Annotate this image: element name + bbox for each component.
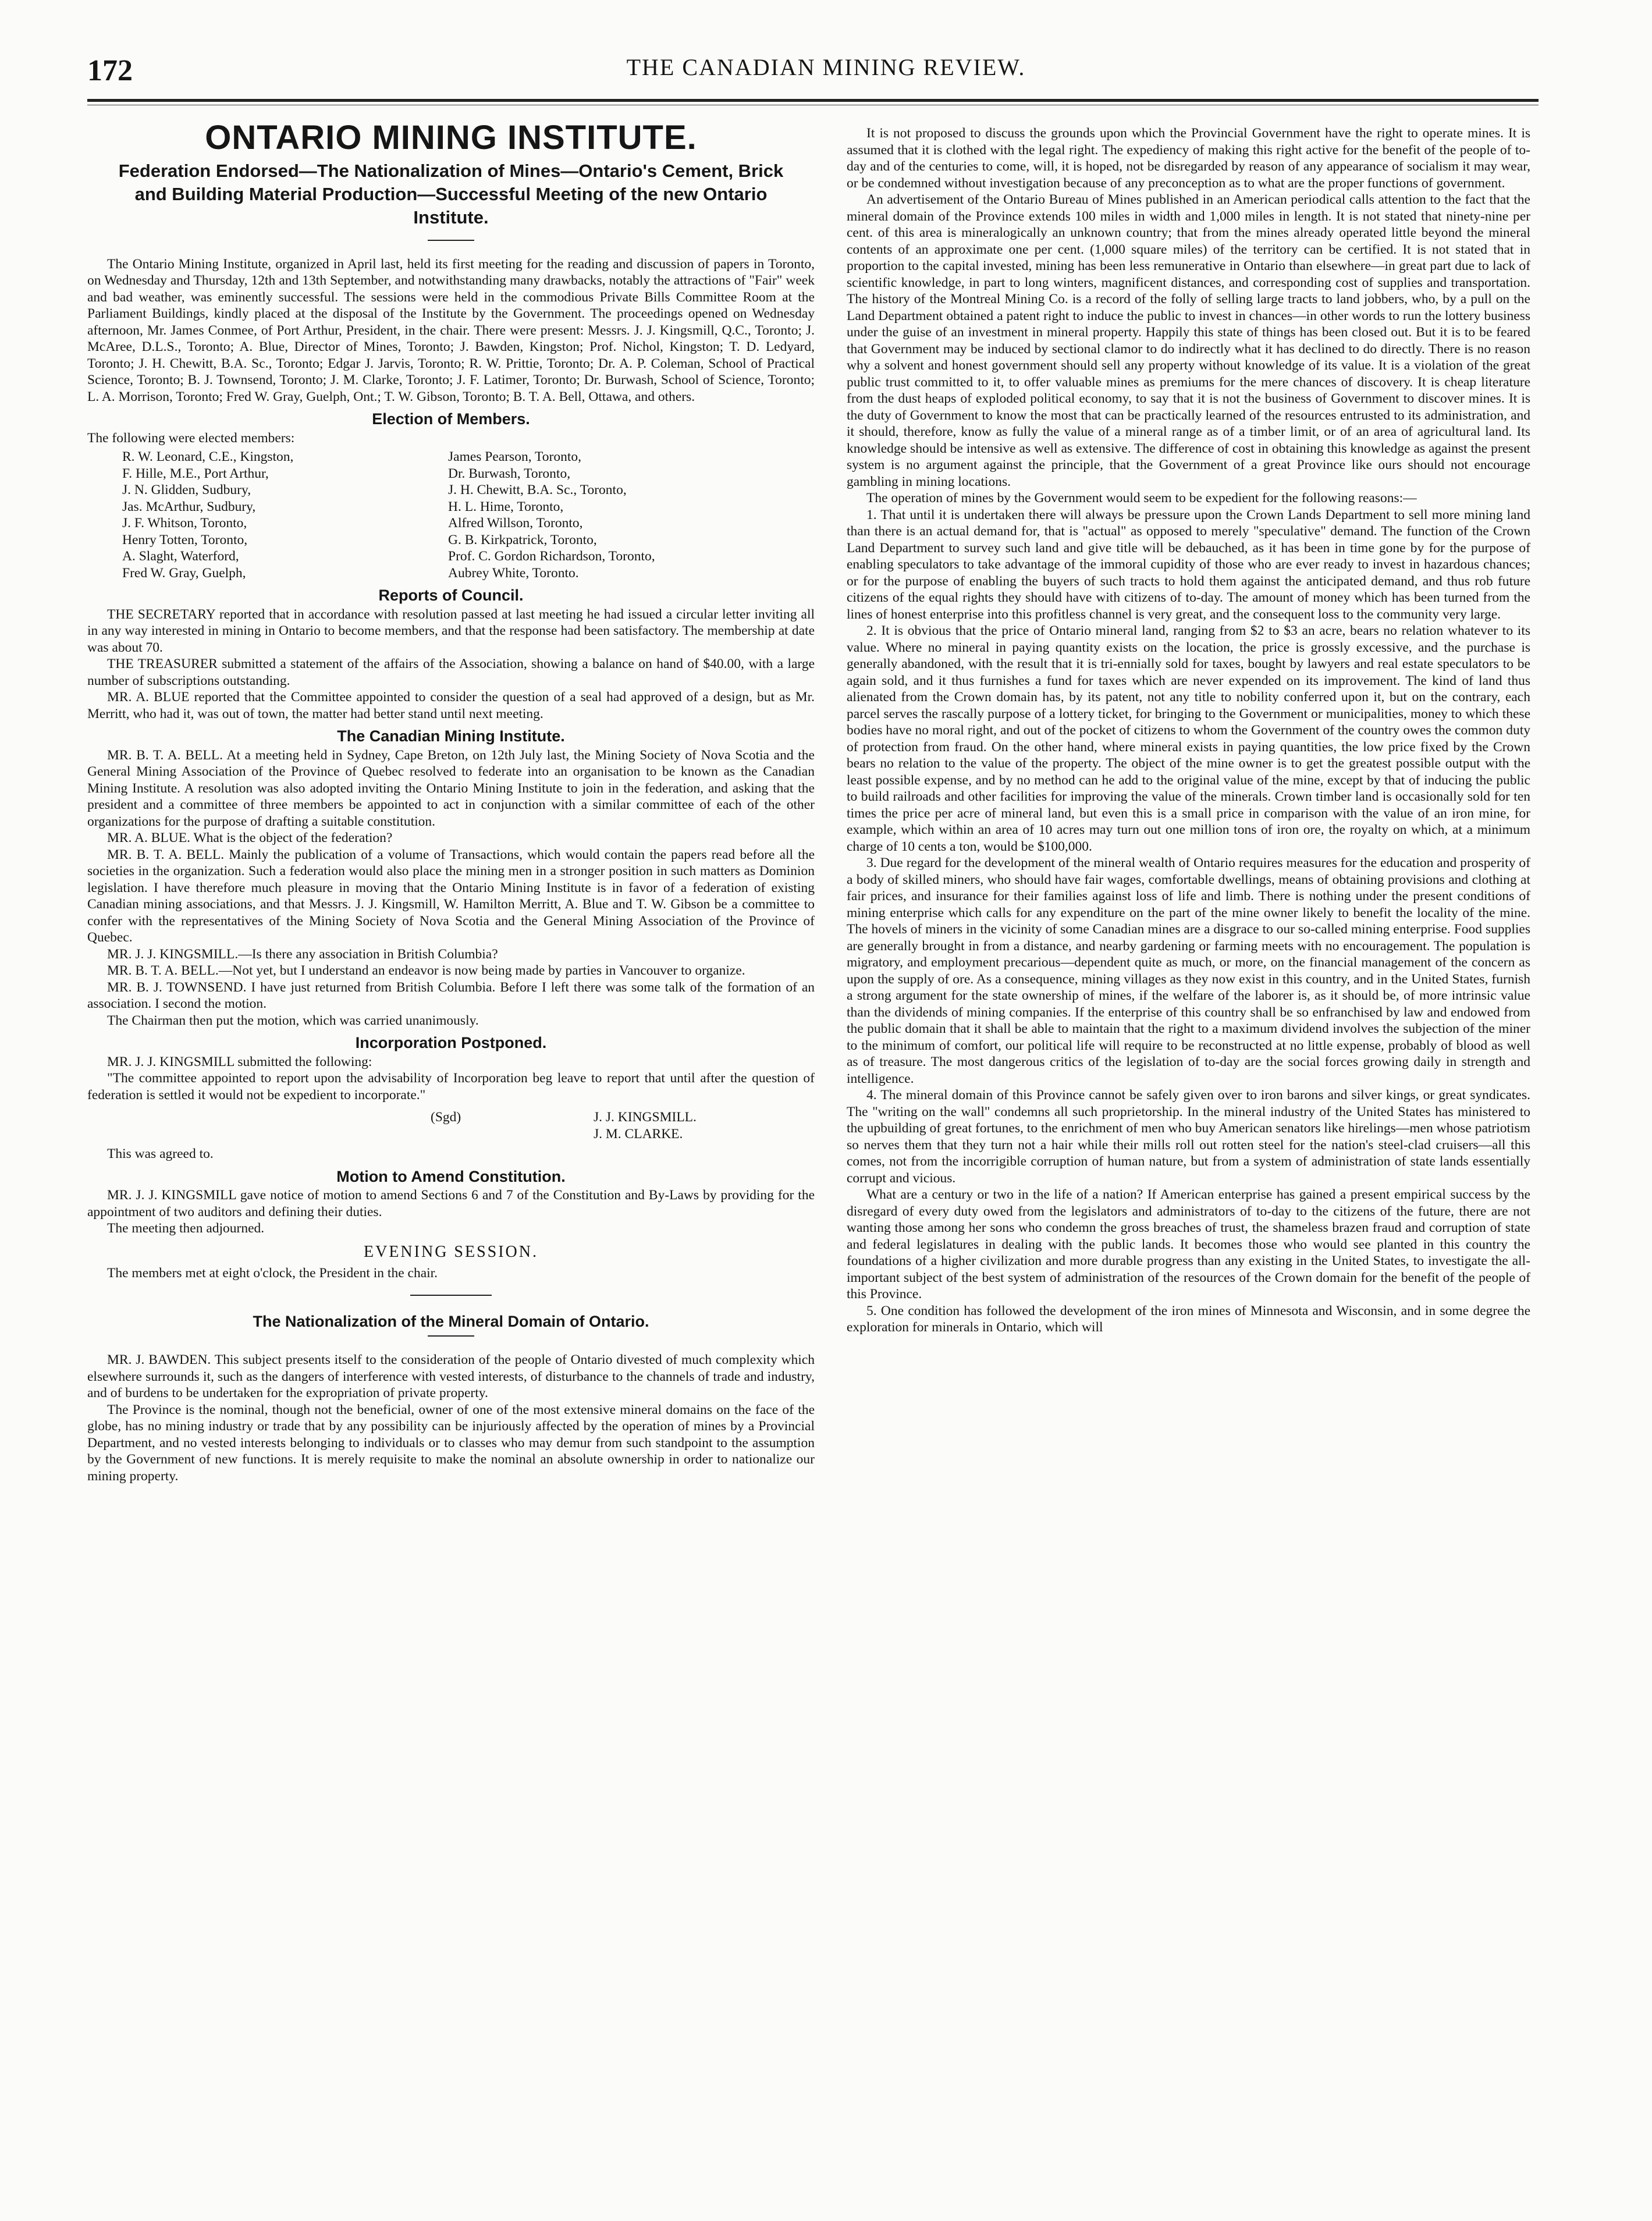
- reason-item: 3. Due regard for the development of the mineral wealth of Ontario requires measures for the education and prosperity of a body of skilled miners, who should have fair wages, comfortable dwellings, means of obtaining provisions and clothing at fair prices, and insurance for their families against loss of life and limb. There is nothing under the present conditions of mining enterprise which calls for any expenditure on the part of the mine owner likely to benefit the locality of the mine. The hovels of miners in the vicinity of some Canadian mines are a disgrace to our so-called mining enterprise. Food supplies are generally brought in from a distance, and nearby gardening or farming meets with no encouragement. The population is migratory, and employment precarious—dependent quite as much, or more, on the financial management of the concern as upon the supply of ore. As a consequence, mining villages as they now exist in this country, and in the United States, furnish a strong argument for the state ownership of mines, if the welfare of the laborer is, as it should be, of more intrinsic value than the dividends of mining companies. If the enterprise of this country shall be so enfranchised by law and endowed from the public domain that it shall be able to maintain that the right to a maximum dividend involves the subjection of the miner to the minimum of comfort, our political life will require to be reconstructed at no little expense, probably of blood as well as of treasure. The most dangerous critics of the legislation of to-day are the social forces growing daily in strength and intelligence.: [847, 855, 1530, 1086]
- left-column: [87, 125, 815, 2173]
- paragraph: MR. B. T. A. BELL.—Not yet, but I understand an endeavor is now being made by parties in Vancouver to organize.: [107, 963, 745, 978]
- member-name: J. N. Glidden, Sudbury,: [122, 482, 251, 497]
- members-list: [87, 449, 815, 581]
- signer-name: J. M. CLARKE.: [594, 1126, 683, 1142]
- right-column: [847, 125, 1530, 2197]
- member-name: Jas. McArthur, Sudbury,: [122, 499, 256, 514]
- member-name: Prof. C. Gordon Richardson, Toronto,: [448, 549, 655, 564]
- member-name: J. F. Whitson, Toronto,: [122, 516, 247, 531]
- paragraph: This was agreed to.: [107, 1146, 214, 1161]
- paragraph: What are a century or two in the life of a nation? If American enterprise has gained a present empirical success by the disregard of every duty owed from the legislators and administrators of to-day to the citizens of the future, there are not wanting those among her sons who condemn the gross breaches of trust, the shameless brazen fraud and corruption of state and federal legislatures in dealing with the public lands. It becomes those who would see planted in this country the foundations of a higher civilization and more durable progress than any existing in the United States, to investigate the all-important subject of the best system of administration of the resources of the Crown domain for the benefit of the people of this Province.: [847, 1187, 1530, 1302]
- reason-item: 1. That until it is undertaken there will always be pressure upon the Crown Lands Department to sell more mining land than there is an actual demand for, that is "actual" as opposed to merely "speculative" demand. The function of the Crown Land Department to survey such land and give title will be debauched, as it has been in time gone by for the purpose of enabling speculators to take advantage of the immoral cupidity of those who are ever ready to invest in hazardous chances; or for the purpose of enabling the buyers of such tracts to hold them against the anticipated demand, and thus rob future citizens of the equal rights they should have with citizens of to-day. The amount of money which has been turned from the lines of honest enterprise into this profitless channel is very great, and the consequent loss to the community very large.: [847, 507, 1530, 622]
- reason-item: 4. The mineral domain of this Province cannot be safely given over to iron barons and silver kings, or great syndicates. The "writing on the wall" condemns all such proprietorship. In the mineral industry of the United States has ministered to the upbuilding of great fortunes, to the enrichment of men who buy American senators like hirelings—men whose patriotism so nerves them that they turn not a hair while their mills roll out rotten steel for the nation's steel-clad cruisers—all this comes, not from the incorrigible corruption of human nature, but from a system of administration of state lands essentially corrupt and vicious.: [847, 1088, 1530, 1186]
- paragraph: An advertisement of the Ontario Bureau of Mines published in an American periodical calls attention to the fact that the mineral domain of the Province extends 100 miles in width and 1,000 miles in length. It is not stated that ninety-nine per cent. of this area is mineralogically an unknown country; that from the mines already operated little beyond the mineral contents of an approximate one per cent. (1,000 square miles) of the territory can be certified. It is not stated that in proportion to the capital invested, mining has been less remunerative in Ontario than elsewhere—in great part due to lack of scientific knowledge, in part to long winters, magnificent distances, and corresponding cost of supplies and transportation. The history of the Montreal Mining Co. is a record of the folly of selling large tracts to land jobbers, who, by a pull on the Land Department obtained a patent right to induce the public to invest in chances—in other words to run the lottery business under the guise of an investment in mineral property. Happily this state of things has been closed out. But it is to be feared that Government may be induced by sectional clamor to do indirectly what it has declined to do directly. There is no reason why a solvent and honest government should sell any property without knowledge of its value. It is a violation of the great public trust committed to it, to offer valuable mines as premiums for the mere chances of discovery. It is cheap literature from the dust heaps of exploded political economy, to say that it is not the business of Government to discover mines. It is the duty of Government to know the most that can be practically learned of the resources entrusted to its administration, and it should, therefore, know as fully the value of a mineral range as of a timber limit, or of an area of agricultural land. Its knowledge should be intensive as well as extensive. The difference of cost in obtaining this knowledge as against the present system is no argument against the principle, that the Government of a great Province like ours should not encourage gambling in mining locations.: [847, 192, 1530, 489]
- section-heading-election: Election of Members.: [372, 410, 530, 428]
- paragraph: The meeting then adjourned.: [107, 1221, 265, 1236]
- member-name: F. Hille, M.E., Port Arthur,: [122, 465, 269, 481]
- member-name: Aubrey White, Toronto.: [448, 565, 579, 581]
- paragraph: The members met at eight o'clock, the President in the chair.: [107, 1266, 438, 1281]
- section-heading-evening: EVENING SESSION.: [364, 1242, 538, 1261]
- paragraph: MR. A. BLUE. What is the object of the federation?: [107, 830, 393, 845]
- quoted-report: "The committee appointed to report upon the advisability of Incorporation beg leave to report that until after the question of federation is settled it would not be expedient to incorporate.": [87, 1071, 815, 1103]
- paragraph: The Province is the nominal, though not the beneficial, owner of one of the most extensive mineral domains on the face of the globe, has no mining industry or trade that by any possibility can be injuriously affected by the operation of mines by a Provincial Department, and no vested interests belonging to individuals or to classes who may demur from such standpoint to the assumption by the Government of new functions. It is merely requisite to make the nominal an absolute ownership in order to nationalize our mining property.: [87, 1402, 815, 1484]
- section-heading-motion: Motion to Amend Constitution.: [336, 1167, 566, 1185]
- sgd-label: (Sgd): [431, 1110, 461, 1125]
- paragraph: MR. A. BLUE reported that the Committee appointed to consider the question of a seal had approved of a design, but as Mr. Merritt, who had it, was out of town, the matter had better stand until next meeting.: [87, 690, 815, 722]
- member-name: Henry Totten, Toronto,: [122, 532, 248, 548]
- page-number: 172: [87, 54, 133, 87]
- article-title: ONTARIO MINING INSTITUTE.: [205, 125, 697, 157]
- paragraph: MR. B. T. A. BELL. Mainly the publication of a volume of Transactions, which would contain the papers read before all the societies in the organization. Such a federation would also place the mining men in a stronger position in such matters as Dominion legislation. I have therefore much pleasure in moving that the Ontario Mining Institute is in favor of a federation of existing Canadian mining associations, and that Messrs. J. J. Kingsmill, W. Hamilton Merritt, A. Blue and T. W. Gibson be a committee to confer with the representatives of the Mining Society of Nova Scotia and the General Mining Association of the Province of Quebec.: [87, 847, 815, 945]
- member-name: Fred W. Gray, Guelph,: [122, 565, 246, 581]
- divider: [428, 240, 474, 241]
- numbered-reasons: [847, 507, 1530, 1336]
- section-heading-incorporation: Incorporation Postponed.: [355, 1034, 547, 1051]
- paragraph: MR. B. J. TOWNSEND. I have just returned from British Columbia. Before I left there was some talk of the formation of an association. I second the motion.: [87, 979, 815, 1011]
- paragraph: MR. J. J. KINGSMILL submitted the following:: [107, 1054, 372, 1069]
- signature-block: [87, 1109, 815, 1142]
- member-name: G. B. Kirkpatrick, Toronto,: [448, 532, 597, 548]
- election-lead: The following were elected members:: [87, 430, 295, 446]
- intro-paragraph: The Ontario Mining Institute, organized in April last, held its first meeting for the reading and discussion of papers in Toronto, on Wednesday and Thursday, 12th and 13th September, and notwithstanding many drawbacks, notably the attractions of "Fair" week and bad weather, was eminently successful. The sessions were held in the commodious Private Bills Committee Room at the Parliament Buildings, kindly placed at the disposal of the Institute by the Government. The proceedings opened on Wednesday afternoon, Mr. James Conmee, of Port Arthur, President, in the chair. There were present: Messrs. J. J. Kingsmill, Q.C., Toronto; J. McAree, D.L.S., Toronto; A. Blue, Director of Mines, Toronto; J. Bawden, Kingston; Prof. Nichol, Kingston; T. D. Ledyard, Toronto; J. H. Chewitt, B.A. Sc., Toronto; Edgar J. Jarvis, Toronto; R. W. Prittie, Toronto; Dr. A. P. Coleman, School of Practical Science, Toronto; B. J. Townsend, Toronto; J. M. Clarke, Toronto; J. F. Latimer, Toronto; Dr. Burwash, School of Science, Toronto; L. A. Morrison, Toronto; Fred W. Gray, Guelph, Ont.; T. W. Gibson, Toronto; B. T. A. Bell, Ottawa, and others.: [87, 256, 815, 404]
- member-name: J. H. Chewitt, B.A. Sc., Toronto,: [448, 482, 627, 497]
- running-title: THE CANADIAN MINING REVIEW.: [626, 54, 1026, 80]
- article-deck: Federation Endorsed—The Nationalization of Mines—Ontario's Cement, Brick and Building Material Production—Successful Meeting of the new Ontario Institute.: [118, 160, 784, 228]
- divider: [428, 1335, 474, 1337]
- member-name: H. L. Hime, Toronto,: [448, 499, 564, 514]
- member-name: Dr. Burwash, Toronto,: [448, 465, 571, 481]
- member-name: R. W. Leonard, C.E., Kingston,: [122, 449, 294, 464]
- member-name: A. Slaght, Waterford,: [122, 549, 239, 564]
- paragraph: The operation of mines by the Government would seem to be expedient for the following reasons:—: [866, 491, 1417, 506]
- header-rule: [87, 99, 1539, 102]
- signer-name: J. J. KINGSMILL.: [594, 1110, 697, 1125]
- paragraph: It is not proposed to discuss the grounds upon which the Provincial Government have the right to operate mines. It is assumed that it is clothed with the legal right. The expediency of making this right active for the benefit of the people of to-day and of the centuries to come, will, it is hoped, not be disregarded by reason of any appearance of socialism it may wear, or be condemned without investigation because of any preconception as to what are the proper functions of government.: [847, 126, 1530, 191]
- paragraph: THE TREASURER submitted a statement of the affairs of the Association, showing a balance on hand of $40.00, with a large number of subscriptions outstanding.: [87, 656, 815, 688]
- reason-item: 2. It is obvious that the price of Ontario mineral land, ranging from $2 to $3 an acre, bears no relation whatever to its value. Where no mineral in paying quantity exists on the location, the price is grossly excessive, and the purchase is generally abandoned, with the result that it is tri-ennially sold for taxes, bought by lawyers and real estate speculators to be again sold, and it thus furnishes a fund for taxes which are never expended on its improvement. The kind of land thus alienated from the Crown domain has, by its patent, not any title to nobility conferred upon it, but on the contrary, each parcel serves the rascally purpose of a lottery ticket, for bringing to the Government or municipalities, money to which these bodies have no moral right, and out of the pocket of citizens to whom the Government of the country owes the common duty of protection from fraud. On the other hand, where mineral exists in paying quantities, the low price fixed by the Crown bears no relation to the value of the property. The object of the mine owner is to get the greatest possible output with the least possible expense, and by no method can he add to the original value of the mine, except by that of inducing the public to build railroads and other facilities for improving the value of the minerals. Crown timber land is occasionally sold for ten times the price per acre of mineral land, but even this is a small price in comparison with the value of an iron mine, for example, which within an area of 10 acres may turn out one million tons of iron ore, the royalty on which, at a minimum charge of 10 cents a ton, would be $100,000.: [847, 623, 1530, 854]
- paragraph: MR. B. T. A. BELL. At a meeting held in Sydney, Cape Breton, on 12th July last, the Mining Society of Nova Scotia and the General Mining Association of the Province of Quebec resolved to federate into an organisation to be known as the Canadian Mining Institute. A resolution was also adopted inviting the Ontario Mining Institute to join in the federation, and asking that the president and a committee of three members be appointed to act in conjunction with a similar committee of each of the other organizations for the purpose of drafting a suitable constitution.: [87, 747, 815, 829]
- divider: [410, 1295, 492, 1296]
- paragraph: The Chairman then put the motion, which was carried unanimously.: [107, 1012, 479, 1028]
- paragraph: MR. J. J. KINGSMILL.—Is there any association in British Columbia?: [107, 946, 498, 962]
- paragraph: THE SECRETARY reported that in accordance with resolution passed at last meeting he had issued a circular letter inviting all in any way interested in mining in Ontario to become members, and that the response had been satisfactory. The membership at date was about 70.: [87, 606, 815, 655]
- section-heading-nationalization: The Nationalization of the Mineral Domain of Ontario.: [253, 1312, 649, 1330]
- paragraph: MR. J. J. KINGSMILL gave notice of motion to amend Sections 6 and 7 of the Constitution and By-Laws by providing for the appointment of two auditors and defining their duties.: [87, 1188, 815, 1220]
- section-heading-council: Reports of Council.: [378, 587, 524, 604]
- reason-item: 5. One condition has followed the development of the iron mines of Minnesota and Wisconsin, and in some degree the exploration for minerals in Ontario, which will: [847, 1303, 1530, 1335]
- member-name: Alfred Willson, Toronto,: [448, 516, 583, 531]
- section-heading-cmi: The Canadian Mining Institute.: [337, 727, 565, 745]
- paragraph: MR. J. BAWDEN. This subject presents itself to the consideration of the people of Ontario divested of much complexity which elsewhere surrounds it, such as the dangers of interference with vested interests, of disturbance to the channels of trade and industry, and of burdens to be undertaken for the expropriation of private property.: [87, 1352, 815, 1401]
- member-name: James Pearson, Toronto,: [448, 449, 581, 464]
